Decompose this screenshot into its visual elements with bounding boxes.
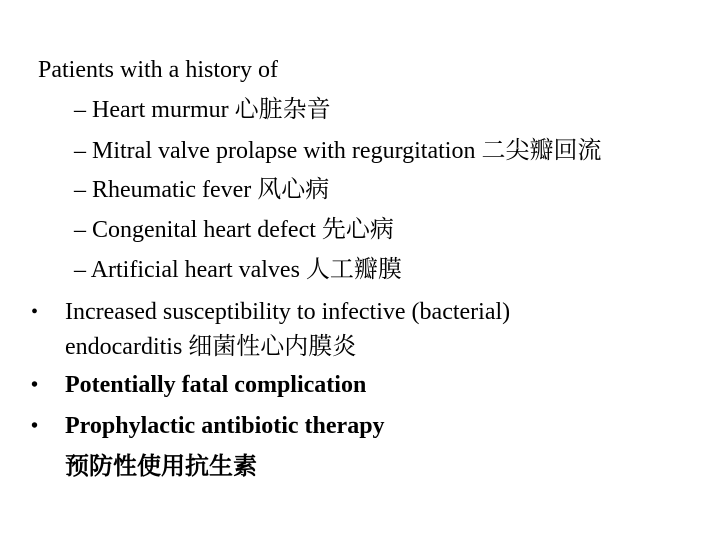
sub-item-artificial-valves (74, 256, 402, 284)
sub-item-rheumatic-fever (74, 176, 329, 204)
sub-item-text: Mitral valve prolapse with regurgitation 二尖瓣回流 (92, 138, 602, 164)
bullet-marker: • (31, 415, 39, 437)
bullet-susceptibility-line1: Increased susceptibility to infective (bacterial) (65, 299, 511, 325)
bullet-prophylactic-line1: Prophylactic antibiotic therapy (65, 413, 385, 439)
dash-marker: – (74, 97, 86, 123)
intro-text: Patients with a history of (38, 57, 278, 83)
sub-item-text: Artificial heart valves 人工瓣膜 (90, 257, 402, 283)
dash-marker: – (74, 257, 86, 283)
bullet-susceptibility-line2: endocarditis 细菌性心内膜炎 (65, 334, 357, 360)
sub-item-heart-murmur (74, 96, 331, 124)
sub-item-text: Congenital heart defect 先心病 (92, 217, 394, 243)
bullet-marker: • (31, 374, 39, 396)
sub-item-mitral-valve (74, 137, 601, 165)
bullet-marker: • (31, 301, 39, 323)
bullet-fatal-complication: Potentially fatal complication (65, 372, 367, 398)
dash-marker: – (74, 138, 86, 164)
bullet-prophylactic-line2: 预防性使用抗生素 (65, 454, 257, 480)
sub-item-congenital-defect (74, 216, 394, 244)
dash-marker: – (74, 177, 86, 203)
dash-marker: – (74, 217, 86, 243)
sub-item-text: Heart murmur 心脏杂音 (92, 97, 331, 123)
sub-item-text: Rheumatic fever 风心病 (92, 177, 330, 203)
